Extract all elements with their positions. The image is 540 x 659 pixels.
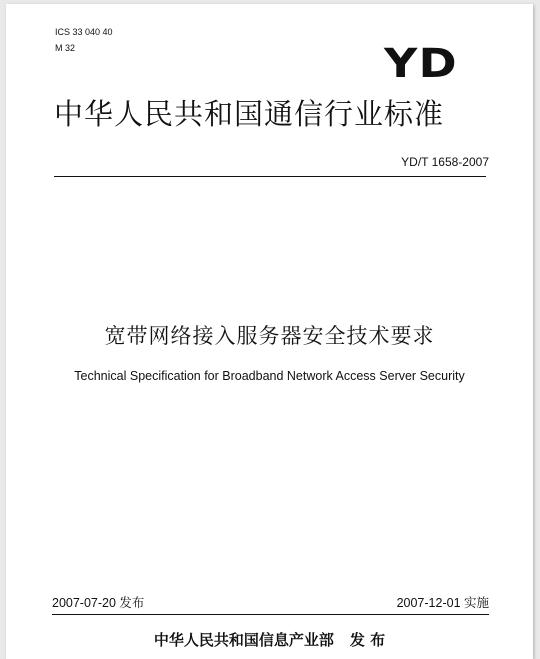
yd-logo: YD	[384, 41, 458, 87]
document-title-chinese: 宽带网络接入服务器安全技术要求	[104, 324, 435, 348]
standard-cover-page	[6, 4, 533, 659]
footer-divider	[52, 614, 489, 615]
implementation-date: 2007-12-01 实施	[396, 596, 489, 610]
ccs-code: M 32	[55, 43, 76, 53]
issue-date: 2007-07-20 发布	[52, 596, 145, 610]
ics-code: ICS 33 040 40	[55, 27, 113, 37]
standard-category-title: 中华人民共和国通信行业标准	[54, 97, 445, 131]
publish-verb: 发 布	[349, 631, 386, 649]
standard-number: YD/T 1658-2007	[401, 155, 489, 169]
publisher-name: 中华人民共和国信息产业部	[153, 631, 334, 649]
header-divider	[54, 176, 486, 177]
document-title-english: Technical Specification for Broadband Network Access Server Security	[74, 369, 465, 383]
publisher-line	[6, 630, 533, 650]
